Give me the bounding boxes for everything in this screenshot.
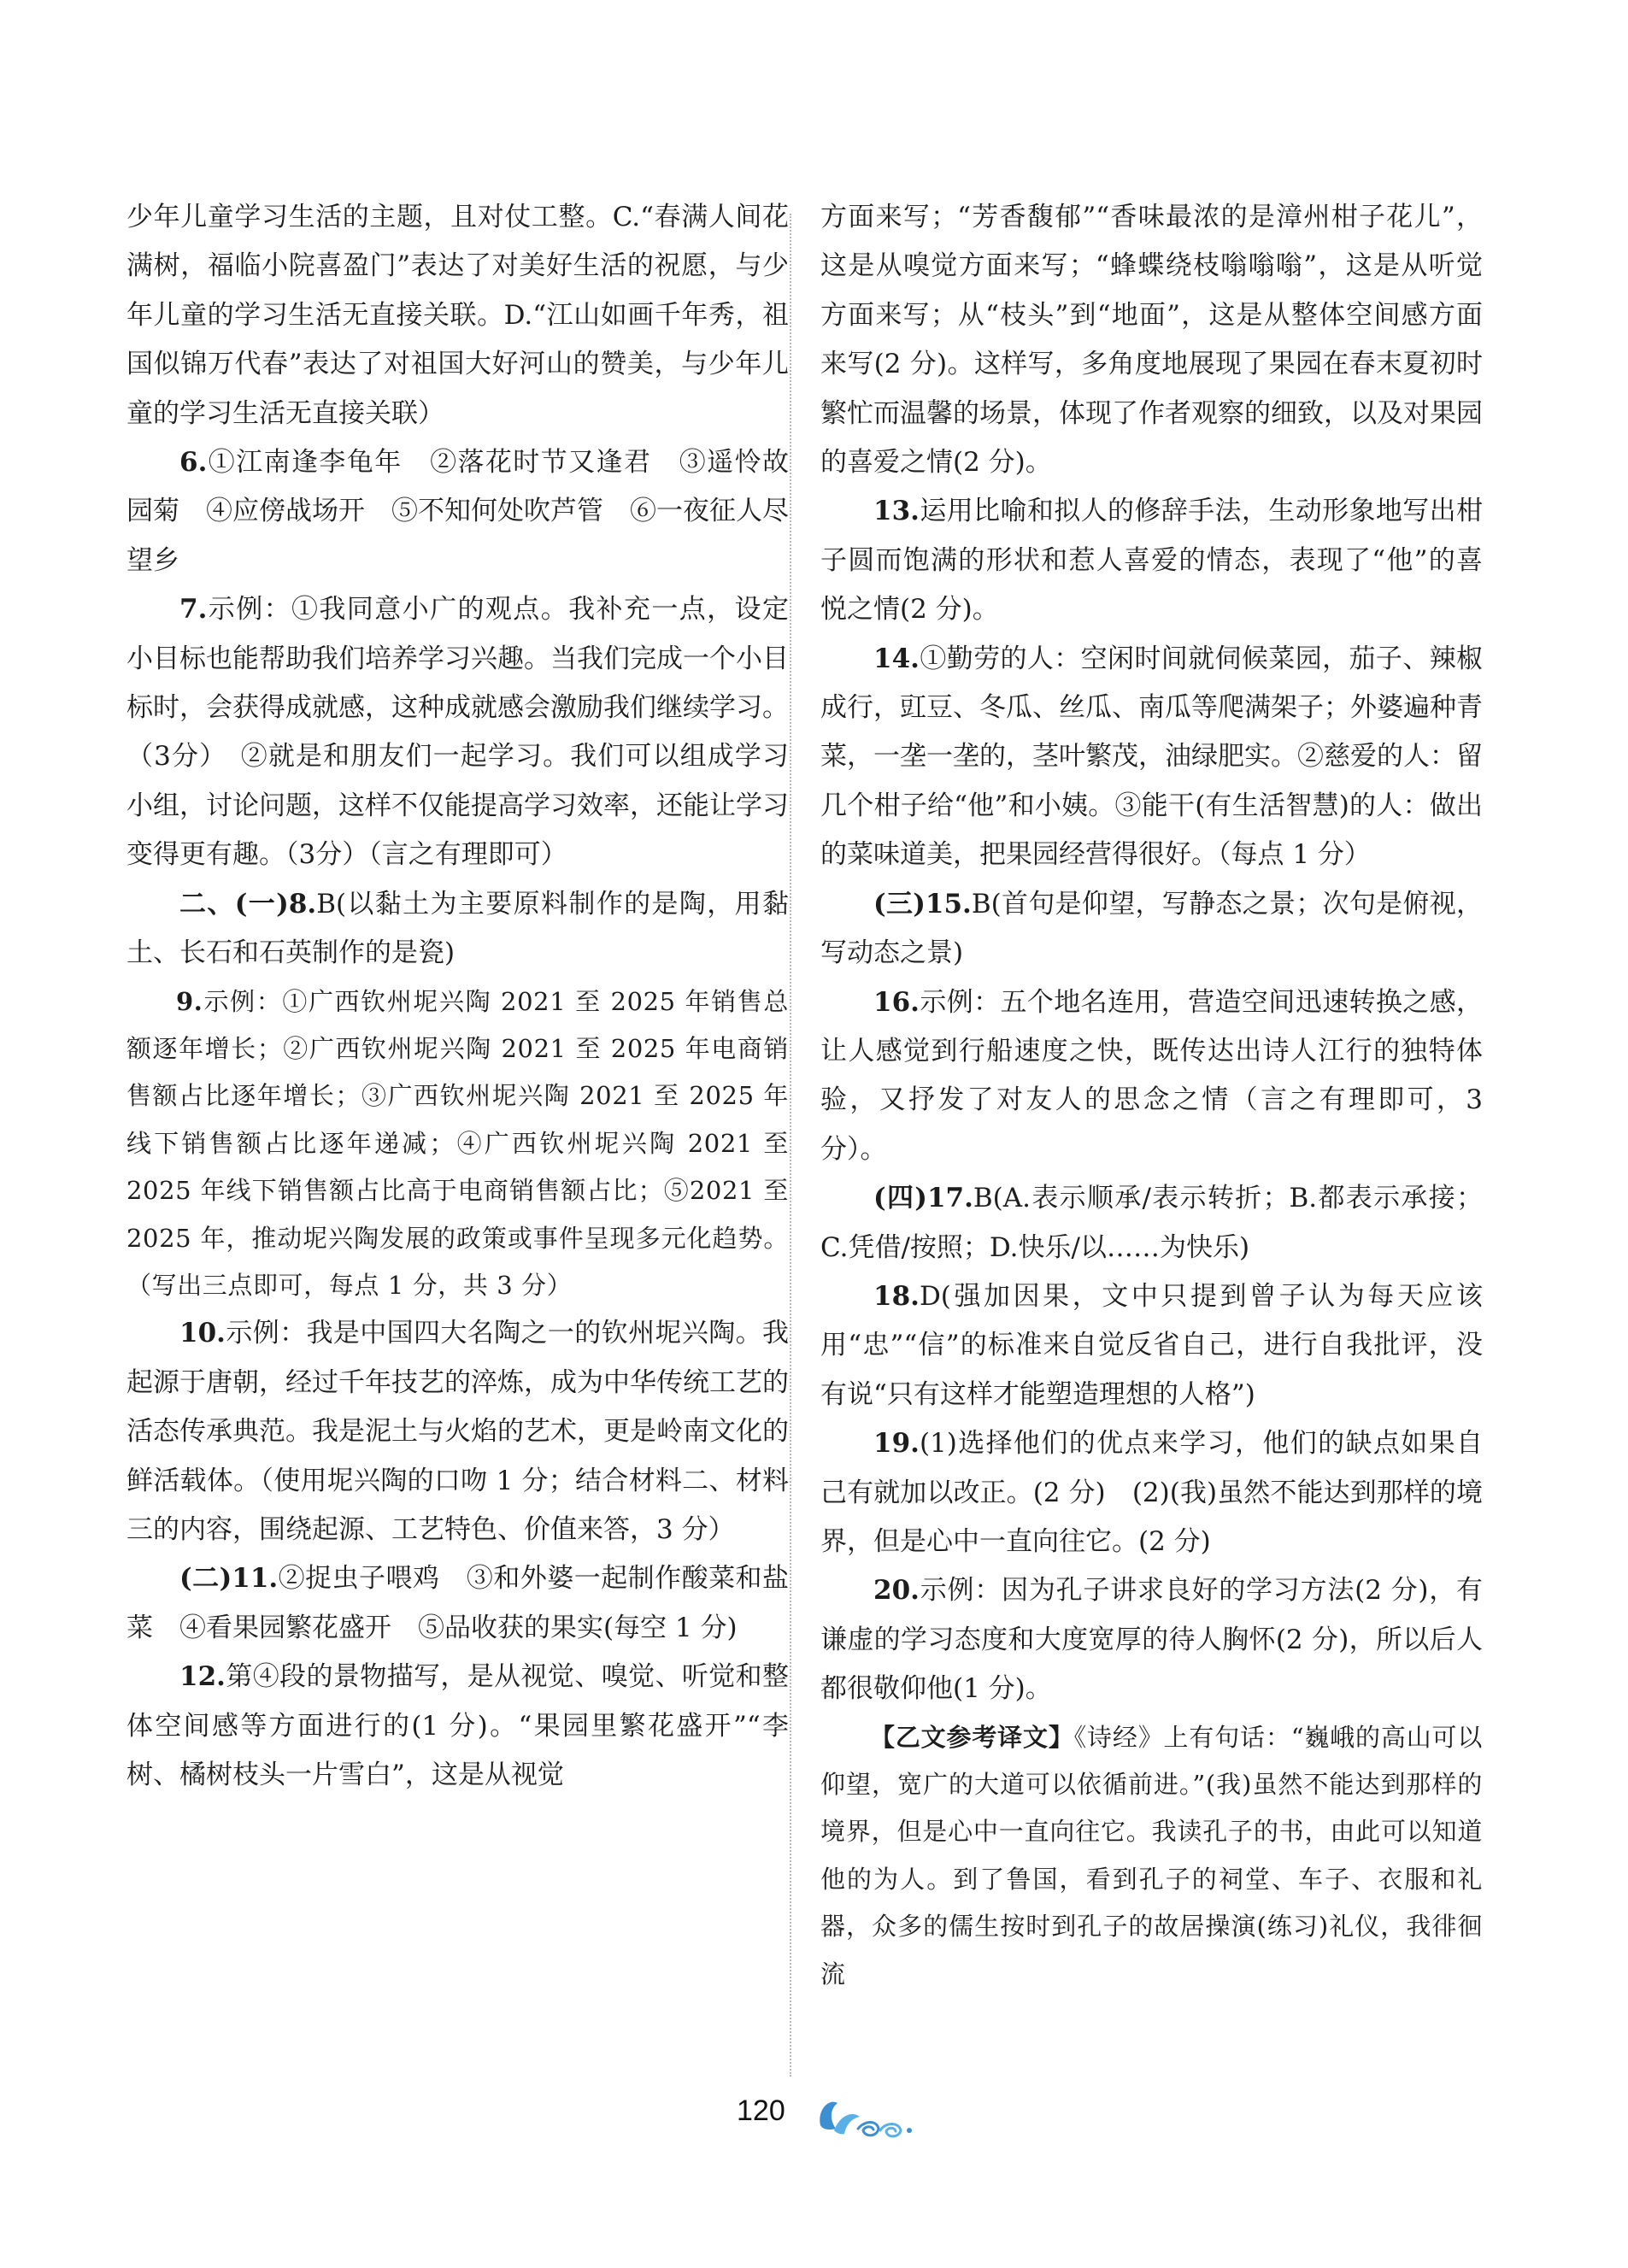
answer-10: 10.示例：我是中国四大名陶之一的钦州坭兴陶。我起源于唐朝，经过千年技艺的淬炼，成为中华传统工艺的活态传承典范。我是泥土与火焰的艺术，更是岭南文化的鲜活载体。（使用坭兴陶的口吻 1 分；结合材料二、材料三的内容，围绕起源、工艺特色、价值来答，3 分） (126, 1318, 789, 1545)
answer-16: 16.示例：五个地名连用，营造空间迅速转换之感，让人感觉到行船速度之快，既传达出诗人江行的独特体验，又抒发了对友人的思念之情（言之有理即可，3 分）。 (820, 986, 1483, 1165)
answer-12: 12.第④段的景物描写，是从视觉、嗅觉、听觉和整体空间感等方面进行的(1 分)。“果园里繁花盛开”“李树、橘树枝头一片雪白”，这是从视觉 (126, 1661, 789, 1790)
answer-12-continuation: 方面来写；“芳香馥郁”“香味最浓的是漳州柑子花儿”，这是从嗅觉方面来写；“蜂蝶绕枝嗡嗡嗡”，这是从听觉方面来写；从“枝头”到“地面”，这是从整体空间感方面来写(2 分)。这样写，多角度地展现了果园在春末夏初时繁忙而温馨的场景，体现了作者观察的细致，以及对果园的喜爱之情(2 分)。 (820, 202, 1483, 479)
swirl-ornament-icon (814, 2091, 925, 2142)
answer-15: (三)15.B(首句是仰望，写静态之景；次句是俯视，写动态之景) (820, 888, 1483, 969)
answer-6: 6.①江南逢李龟年 ②落花时节又逢君 ③遥怜故园菊 ④应傍战场开 ⑤不知何处吹芦管 ⑥一夜征人尽望乡 (126, 447, 789, 576)
answer-11: (二)11.②捉虫子喂鸡 ③和外婆一起制作酸菜和盐菜 ④看果园繁花盛开 ⑤品收获的果实(每空 1 分) (126, 1563, 789, 1643)
answer-19: 19.(1)选择他们的优点来学习，他们的缺点如果自己有就加以改正。(2 分) (2)(我)虽然不能达到那样的境界，但是心中一直向往它。(2 分) (820, 1428, 1483, 1557)
right-column (820, 193, 1483, 1998)
answer-8: 二、(一)8.B(以黏土为主要原料制作的是陶，用黏土、长石和石英制作的是瓷) (126, 888, 789, 969)
answer-7: 7.示例：①我同意小广的观点。我补充一点，设定小目标也能帮助我们培养学习兴趣。当我们完成一个小目标时，会获得成就感，这种成就感会激励我们继续学习。（3分） ②就是和朋友们一起学习。我们可以组成学习小组，讨论问题，这样不仅能提高学习效率，还能让学习变得更有趣。（3分）（言之有理即可） (126, 594, 789, 871)
answer-18: 18.D(强加因果，文中只提到曾子认为每天应该用“忠”“信”的标准来自觉反省自己，进行自我批评，没有说“只有这样才能塑造理想的人格”) (820, 1280, 1483, 1410)
column-divider (790, 214, 791, 2077)
answer-5-continuation: 少年儿童学习生活的主题，且对仗工整。C.“春满人间花满树，福临小院喜盈门”表达了对美好生活的祝愿，与少年儿童的学习生活无直接关联。D.“江山如画千年秀，祖国似锦万代春”表达了对祖国大好河山的赞美，与少年儿童的学习生活无直接关联） (126, 202, 789, 429)
answer-17: (四)17.B(A.表示顺承/表示转折；B.都表示承接；C.凭借/按照；D.快乐/以……为快乐) (820, 1183, 1483, 1263)
page-number: 120 (737, 2095, 785, 2127)
left-column (126, 193, 789, 1800)
answer-14: 14.①勤劳的人：空闲时间就伺候菜园，茄子、辣椒成行，豇豆、冬瓜、丝瓜、南瓜等爬满架子；外婆遍种青菜，一垄一垄的，茎叶繁茂，油绿肥实。②慈爱的人：留几个柑子给“他”和小姨。③能干(有生活智慧)的人：做出的菜味道美，把果园经营得很好。（每点 1 分） (820, 643, 1483, 871)
answer-20: 20.示例：因为孔子讲求良好的学习方法(2 分)，有谦虚的学习态度和大度宽厚的待人胸怀(2 分)，所以后人都很敬仰他(1 分)。 (820, 1575, 1483, 1705)
answer-9: 9.示例：①广西钦州坭兴陶 2021 至 2025 年销售总额逐年增长；②广西钦州坭兴陶 2021 至 2025 年电商销售额占比逐年增长；③广西钦州坭兴陶 2021 至 2025 年线下销售额占比逐年递减；④广西钦州坭兴陶 2021 至 2025 年线下销售额占比高于电商销售额占比；⑤2021 至 2025 年，推动坭兴陶发展的政策或事件呈现多元化趋势。（写出三点即可，每点 1 分，共 3 分） (126, 986, 789, 1300)
answer-13: 13.运用比喻和拟人的修辞手法，生动形象地写出柑子圆而饱满的形状和惹人喜爱的情态，表现了“他”的喜悦之情(2 分)。 (820, 496, 1483, 626)
page-footer (0, 2088, 1628, 2148)
reference-translation: 【乙文参考译文】《诗经》上有句话：“巍峨的高山可以仰望，宽广的大道可以依循前进。”(我)虽然不能达到那样的境界，但是心中一直向往它。我读孔子的书，由此可以知道他的为人。到了鲁国，看到孔子的祠堂、车子、衣服和礼器，众多的儒生按时到孔子的故居操演(练习)礼仪，我徘徊流 (820, 1722, 1483, 1989)
